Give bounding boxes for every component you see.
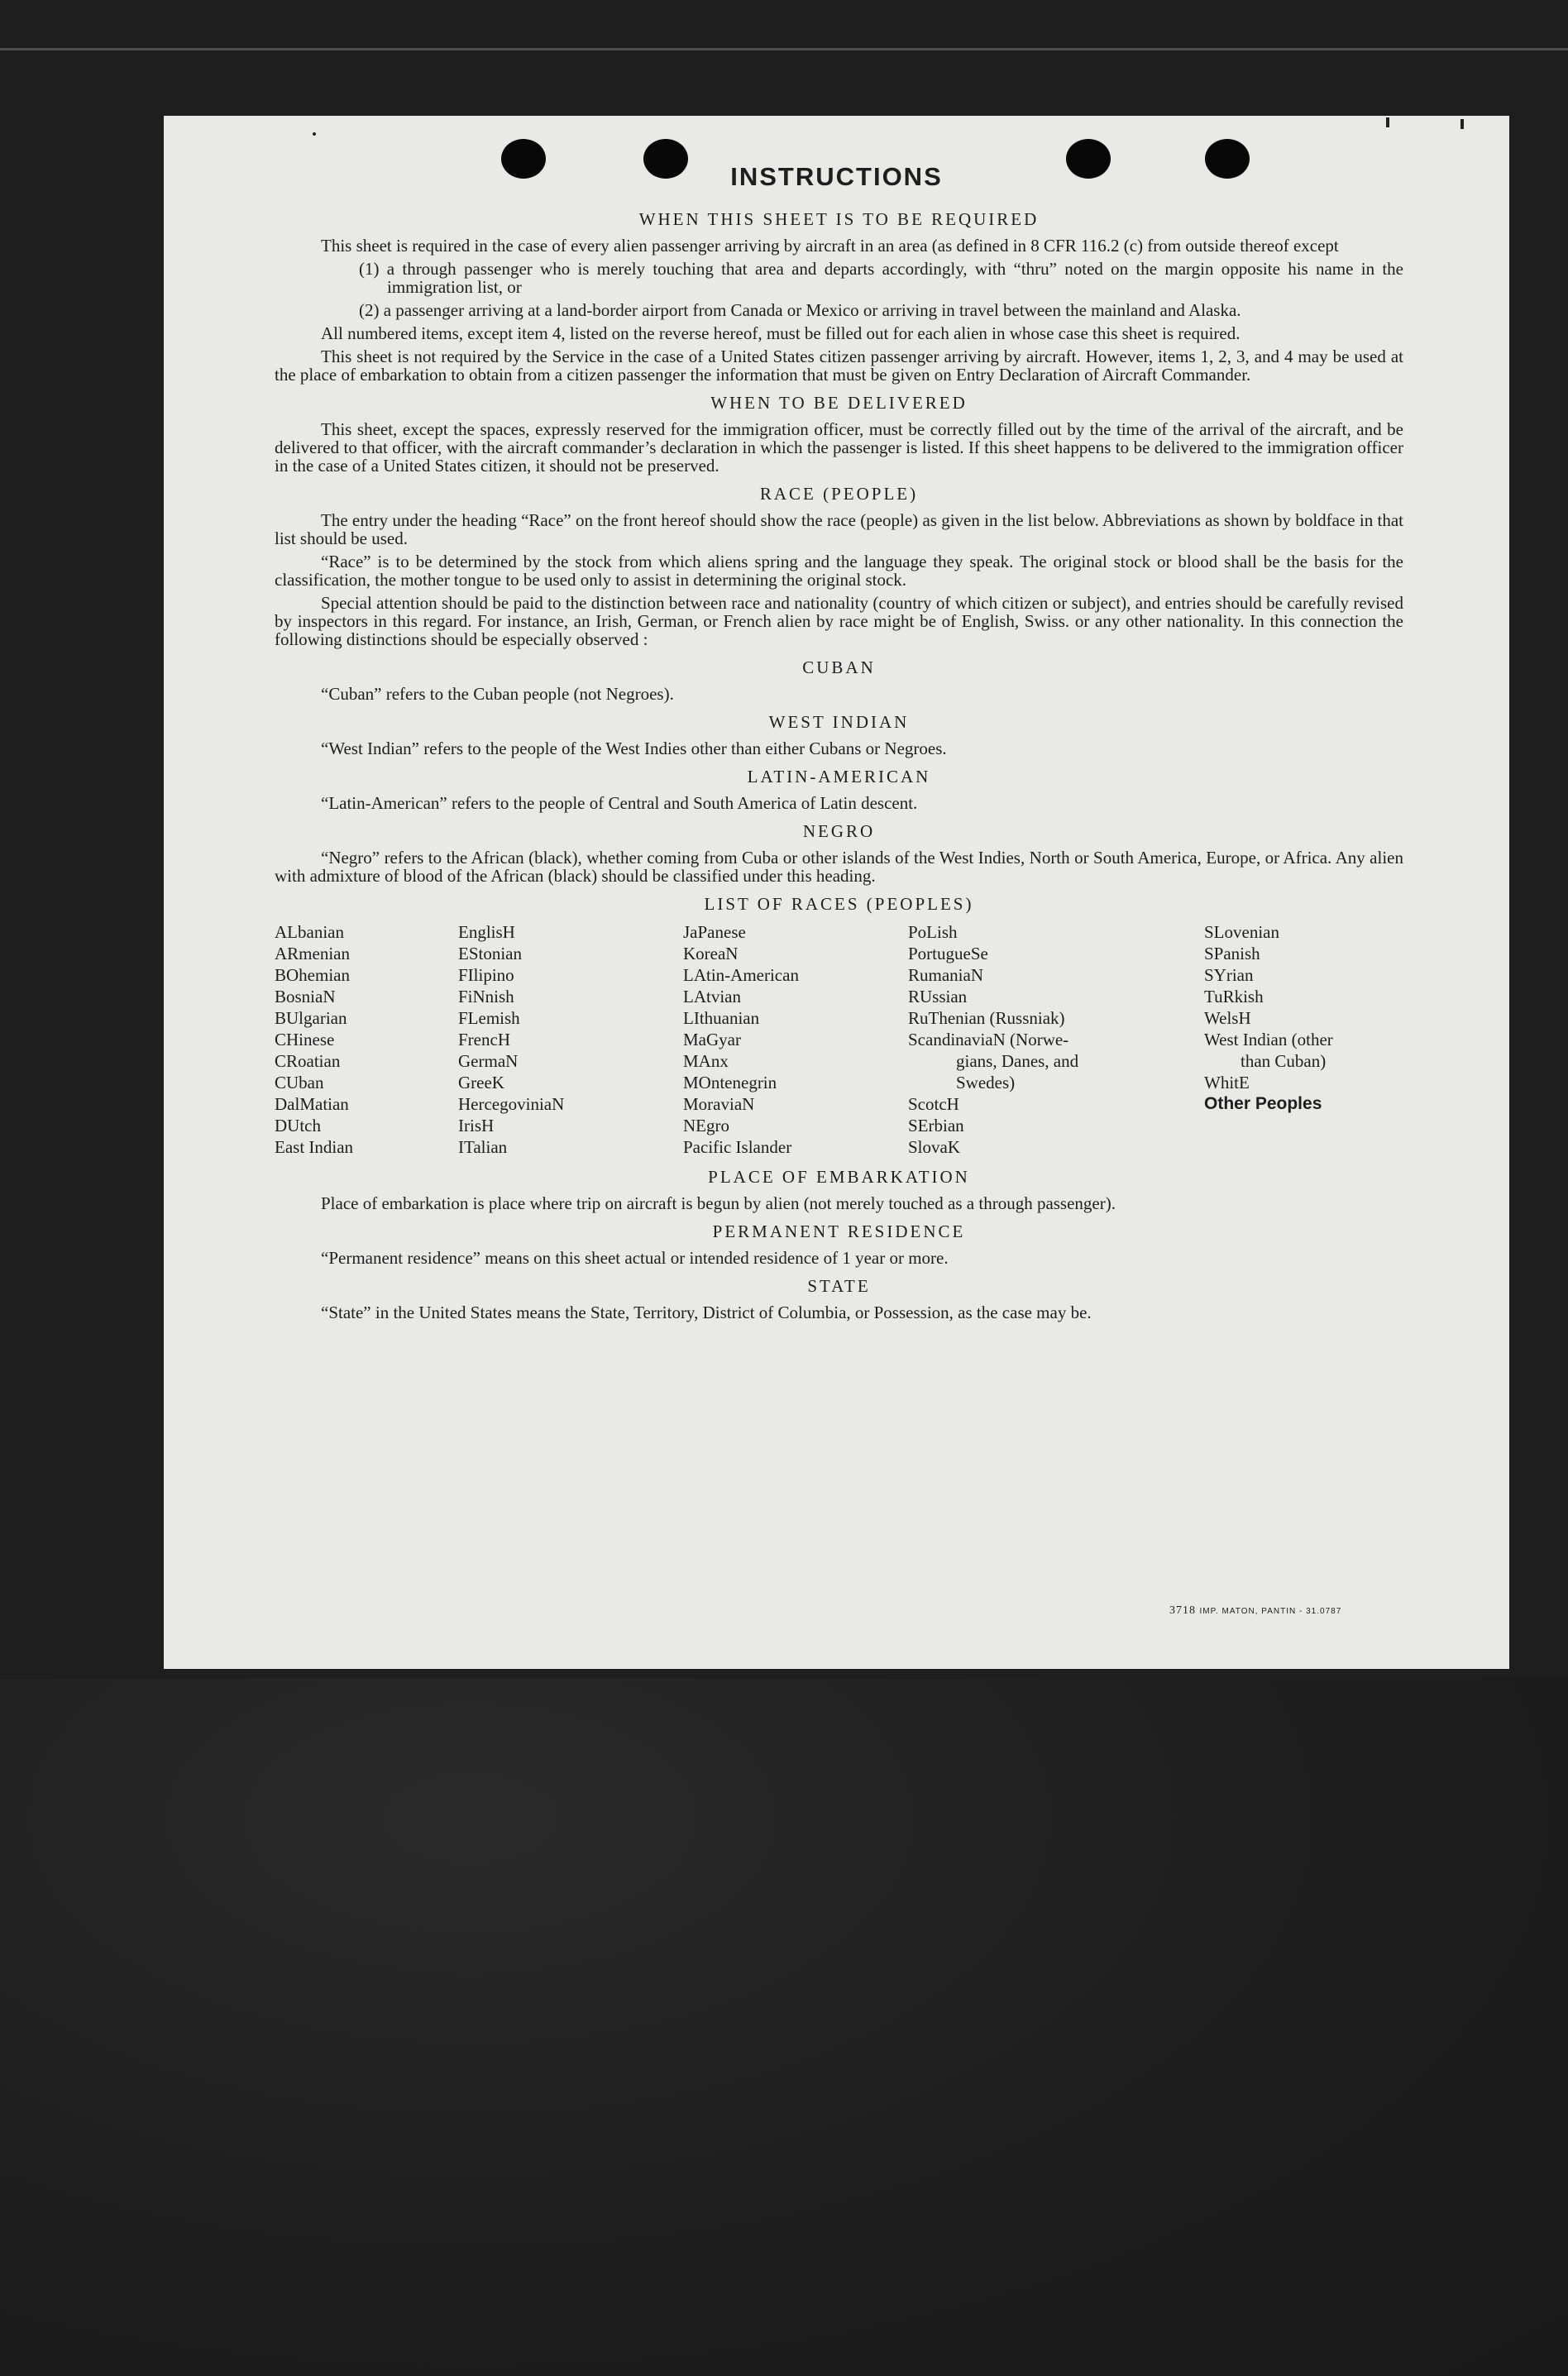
film-top-edge <box>0 48 1568 50</box>
list-item: JaPanese <box>683 922 746 942</box>
list-item: FiNnish <box>458 987 514 1006</box>
embarkation-text: Place of embarkation is place where trip on aircraft is begun by alien (not merely touched as a through passenger). <box>321 1193 1116 1213</box>
required-para-3: This sheet is not required by the Service in the case of a United States citizen passenger arriving by aircraft. However, items 1, 2, 3, and 4 may be used at the place of embarkation to obtain from a citizen passenger the information that must be given on Entry Declaration of Aircraft Commander. <box>275 347 1403 385</box>
list-item: HercegoviniaN <box>458 1094 565 1114</box>
list-item: BosniaN <box>275 987 336 1006</box>
heading-cuban: CUBAN <box>802 657 876 677</box>
list-item: SErbian <box>908 1116 964 1135</box>
list-item: BUlgarian <box>275 1008 347 1028</box>
list-item: Swedes) <box>956 1073 1016 1092</box>
heading-permanent-residence: PERMANENT RESIDENCE <box>712 1221 966 1241</box>
list-item: GermaN <box>458 1051 519 1071</box>
list-item: RuThenian (Russniak) <box>908 1008 1065 1028</box>
list-item: ScotcH <box>908 1094 959 1114</box>
list-item: SlovaK <box>908 1137 960 1157</box>
form-number: 3718 <box>1169 1604 1196 1617</box>
list-item: FrencH <box>458 1030 510 1049</box>
list-item: DalMatian <box>275 1094 349 1114</box>
list-item: KoreaN <box>683 944 739 963</box>
races-column-1 <box>275 921 458 1158</box>
west-indian-text: “West Indian” refers to the people of the West Indies other than either Cubans or Negroes. <box>321 739 947 758</box>
list-item: LAtin-American <box>683 965 799 985</box>
state-text: “State” in the United States means the State, Territory, District of Columbia, or Possession, as the case may be. <box>321 1303 1092 1322</box>
list-item: EStonian <box>458 944 522 963</box>
list-item: DUtch <box>275 1116 321 1135</box>
races-column-5 <box>1204 921 1403 1158</box>
list-item: Other Peoples <box>1204 1094 1322 1113</box>
race-para-2: “Race” is to be determined by the stock from which aliens spring and the language they speak. The original stock or blood shall be the basis for the classification, the mother tongue to be used only to assist in determining the original stock. <box>275 552 1403 590</box>
list-item: TuRkish <box>1204 987 1264 1006</box>
list-item: than Cuban) <box>1241 1051 1327 1071</box>
list-item: SPanish <box>1204 944 1260 963</box>
list-item: ScandinaviaN (Norwe- <box>908 1030 1069 1049</box>
heading-latin-american: LATIN-AMERICAN <box>747 767 931 786</box>
list-item: ALbanian <box>275 922 344 942</box>
list-item: PoLish <box>908 922 958 942</box>
races-list <box>275 921 1403 1158</box>
list-item: ITalian <box>458 1137 508 1157</box>
speck <box>1386 117 1389 127</box>
list-item: GreeK <box>458 1073 504 1092</box>
heading-place-of-embarkation: PLACE OF EMBARKATION <box>708 1167 970 1187</box>
heading-when-required: WHEN THIS SHEET IS TO BE REQUIRED <box>638 209 1040 229</box>
list-item: gians, Danes, and <box>956 1051 1079 1071</box>
list-item: West Indian (other <box>1204 1030 1333 1049</box>
list-item: LAtvian <box>683 987 741 1006</box>
race-para-3: Special attention should be paid to the distinction between race and nationality (country of which citizen or subject), and entries should be carefully revised by inspectors in this regard. For instance, an Irish, German, or French alien by race might be of English, Swiss. or any other nationality. In this connection the following distinctions should be especially observed : <box>275 593 1403 649</box>
list-item: PortugueSe <box>908 944 988 963</box>
printer-imprint: IMP. MATON, PANTIN - 31.0787 <box>1199 1607 1342 1616</box>
list-item: IrisH <box>458 1116 495 1135</box>
list-item: MOntenegrin <box>683 1073 777 1092</box>
races-column-3 <box>683 921 908 1158</box>
page-title: INSTRUCTIONS <box>730 162 943 191</box>
list-item: CUban <box>275 1073 324 1092</box>
film-background <box>0 1679 1568 2376</box>
heading-list-of-races: LIST OF RACES (PEOPLES) <box>704 894 974 914</box>
list-item: ARmenian <box>275 944 350 963</box>
instructions-body <box>275 203 1403 1327</box>
list-item: RUssian <box>908 987 968 1006</box>
list-item: FIlipino <box>458 965 514 985</box>
list-item: FLemish <box>458 1008 520 1028</box>
list-item: MoraviaN <box>683 1094 755 1114</box>
list-item: BOhemian <box>275 965 350 985</box>
race-para-1: The entry under the heading “Race” on the front hereof should show the race (people) as given in the list below. Abbreviations as shown by boldface in that list should be used. <box>275 510 1403 548</box>
list-item: WelsH <box>1204 1008 1251 1028</box>
residence-text: “Permanent residence” means on this sheet actual or intended residence of 1 year or more. <box>321 1248 949 1268</box>
list-item: East Indian <box>275 1137 354 1157</box>
negro-text: “Negro” refers to the African (black), whether coming from Cuba or other islands of the West Indies, North or South America, Europe, or Africa. Any alien with admixture of blood of the African (black) should be classified under this heading. <box>275 848 1403 886</box>
list-item: EnglisH <box>458 922 515 942</box>
list-item: CHinese <box>275 1030 335 1049</box>
delivered-text: This sheet, except the spaces, expressly reserved for the immigration officer, must be correctly filled out by the time of the arrival of the aircraft, and be delivered to that officer, with the aircraft commander’s declaration in which the passenger is listed. If this sheet happens to be delivered to the immigration officer in the case of a United States citizen, it should not be preserved. <box>275 419 1403 476</box>
list-item: MAnx <box>683 1051 729 1071</box>
list-item: CRoatian <box>275 1051 341 1071</box>
races-column-4 <box>908 921 1204 1158</box>
heading-when-delivered: WHEN TO BE DELIVERED <box>710 393 968 413</box>
list-item: SYrian <box>1204 965 1254 985</box>
required-intro: This sheet is required in the case of every alien passenger arriving by aircraft in an area (as defined in 8 CFR 116.2 (c) from outside thereof except <box>321 236 1339 256</box>
heading-state: STATE <box>807 1276 871 1296</box>
list-item: RumaniaN <box>908 965 983 985</box>
required-para-2: All numbered items, except item 4, listed on the reverse hereof, must be filled out for each alien in whose case this sheet is required. <box>321 323 1241 343</box>
list-item: Pacific Islander <box>683 1137 792 1157</box>
required-item-2: (2) a passenger arriving at a land-border airport from Canada or Mexico or arriving in travel between the mainland and Alaska. <box>359 300 1241 320</box>
speck <box>313 132 316 136</box>
races-column-2 <box>458 921 683 1158</box>
heading-negro: NEGRO <box>802 821 876 841</box>
form-footer <box>1169 1604 1341 1618</box>
required-item-1: (1) a through passenger who is merely touching that area and departs accordingly, with “thru” noted on the margin opposite his name in the immigration list, or <box>359 259 1403 297</box>
heading-west-indian: WEST INDIAN <box>768 712 910 732</box>
cuban-text: “Cuban” refers to the Cuban people (not Negroes). <box>321 684 674 704</box>
list-item: SLovenian <box>1204 922 1279 942</box>
list-item: LIthuanian <box>683 1008 760 1028</box>
heading-race: RACE (PEOPLE) <box>759 484 919 504</box>
list-item: NEgro <box>683 1116 729 1135</box>
instruction-sheet <box>164 116 1509 1669</box>
speck <box>1460 119 1464 129</box>
list-item: WhitE <box>1204 1073 1250 1092</box>
latin-american-text: “Latin-American” refers to the people of Central and South America of Latin descent. <box>321 793 918 813</box>
list-item: MaGyar <box>683 1030 741 1049</box>
